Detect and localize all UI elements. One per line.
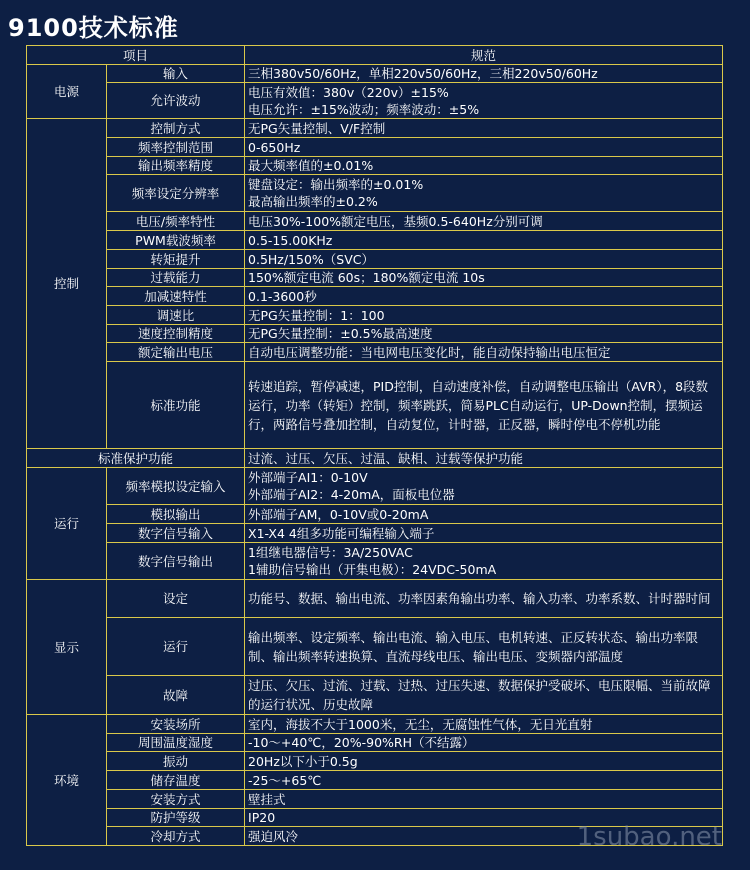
watermark: 1subao.net xyxy=(576,822,722,852)
table-row xyxy=(27,306,723,325)
item-value: IP20 xyxy=(245,809,723,827)
item-label: 输入 xyxy=(107,65,245,83)
item-label: 输出频率精度 xyxy=(107,157,245,175)
item-label: 标准功能 xyxy=(107,362,245,449)
item-value xyxy=(245,83,723,119)
page-title: 9100技术标准 xyxy=(8,14,179,42)
table-row xyxy=(27,618,723,676)
table-row xyxy=(27,734,723,752)
table-row xyxy=(27,157,723,175)
table-row xyxy=(27,676,723,715)
item-value xyxy=(245,580,723,618)
item-value: 0.5-15.00KHz xyxy=(245,231,723,250)
value-line: 电压允许：±15%波动；频率波动：±5% xyxy=(248,101,480,117)
item-label: 故障 xyxy=(107,676,245,715)
value-line: 最高输出频率的±0.2% xyxy=(248,194,378,209)
item-label: 加减速特性 xyxy=(107,287,245,306)
table-row xyxy=(27,715,723,734)
value-line: 1辅助信号输出（开集电极）：24VDC-50mA xyxy=(248,562,497,577)
item-label: 额定输出电压 xyxy=(107,343,245,362)
item-label: 过载能力 xyxy=(107,269,245,287)
value-line: 外部端子AI1：0-10V xyxy=(248,470,368,485)
item-value: X1-X4 4组多功能可编程输入端子 xyxy=(245,524,723,543)
item-label: 调速比 xyxy=(107,306,245,325)
table-row xyxy=(27,325,723,343)
table-row xyxy=(27,250,723,269)
item-value: 无PG矢量控制、V/F控制 xyxy=(245,119,723,138)
group-run: 运行 xyxy=(27,468,107,580)
item-label: 标准保护功能 xyxy=(27,449,245,468)
item-label: 频率设定分辨率 xyxy=(107,175,245,212)
item-label: PWM载波频率 xyxy=(107,231,245,250)
item-value: 三相380v50/60Hz，单相220v50/60Hz，三相220v50/60Hz xyxy=(245,65,723,83)
table-row xyxy=(27,468,723,505)
table-header-row xyxy=(27,46,723,65)
table-row xyxy=(27,138,723,157)
item-value: 过流、过压、欠压、过温、缺相、过载等保护功能 xyxy=(245,449,723,468)
item-value: 0.5Hz/150%（SVC） xyxy=(245,250,723,269)
item-value: 0.1-3600秒 xyxy=(245,287,723,306)
value-text: 转速追踪，暂停减速，PID控制，自动速度补偿，自动调整电压输出（AVR），8段数运行，功率（转矩）控制，频率跳跃，简易PLC自动运行，UP-Down控制，摆频运行，两路信号叠加控制，自动复位，计时器，正反器，瞬时停电不停机功能 xyxy=(248,378,709,432)
item-label: 周围温度湿度 xyxy=(107,734,245,752)
value-line: 键盘设定：输出频率的±0.01% xyxy=(248,177,424,192)
table-row xyxy=(27,505,723,524)
item-value xyxy=(245,362,723,449)
item-value: -10～+40℃，20%-90%RH（不结露） xyxy=(245,734,723,752)
value-text: 过压、欠压、过流、过载、过热、过压失速、数据保护受破坏、电压限幅、当前故障的运行状况、历史故障 xyxy=(248,678,711,712)
header-item: 项目 xyxy=(27,46,245,65)
item-value: -25～+65℃ xyxy=(245,771,723,790)
item-label: 冷却方式 xyxy=(107,827,245,846)
table-row xyxy=(27,449,723,468)
item-value: 无PG矢量控制：1：100 xyxy=(245,306,723,325)
group-power: 电源 xyxy=(27,65,107,119)
value-text: 输出频率、设定频率、输出电流、输入电压、电机转速、正反转状态、输出功率限制、输出频率转速换算、直流母线电压、输出电压、变频器内部温度 xyxy=(248,629,699,664)
item-value xyxy=(245,175,723,212)
item-value xyxy=(245,676,723,715)
item-value: 20Hz以下小于0.5g xyxy=(245,752,723,771)
item-value: 电压30%-100%额定电压，基频0.5-640Hz分别可调 xyxy=(245,212,723,231)
item-label: 模拟输出 xyxy=(107,505,245,524)
item-label: 数字信号输入 xyxy=(107,524,245,543)
table-row xyxy=(27,83,723,119)
table-row xyxy=(27,269,723,287)
item-label: 频率模拟设定输入 xyxy=(107,468,245,505)
item-value: 外部端子AM，0-10V或0-20mA xyxy=(245,505,723,524)
item-value: 室内，海拔不大于1000米，无尘，无腐蚀性气体，无日光直射 xyxy=(245,715,723,734)
item-value: 无PG矢量控制：±0.5%最高速度 xyxy=(245,325,723,343)
table-row xyxy=(27,524,723,543)
header-spec: 规范 xyxy=(245,46,723,65)
item-label: 振动 xyxy=(107,752,245,771)
value-line: 电压有效值：380v（220v）±15% xyxy=(248,84,449,100)
item-value xyxy=(245,468,723,505)
item-label: 设定 xyxy=(107,580,245,618)
value-line: 外部端子AI2：4-20mA，面板电位器 xyxy=(248,487,455,502)
table-row xyxy=(27,362,723,449)
item-label: 速度控制精度 xyxy=(107,325,245,343)
item-label: 储存温度 xyxy=(107,771,245,790)
item-label: 频率控制范围 xyxy=(107,138,245,157)
item-label: 允许波动 xyxy=(107,83,245,119)
item-value: 自动电压调整功能：当电网电压变化时，能自动保持输出电压恒定 xyxy=(245,343,723,362)
item-value: 壁挂式 xyxy=(245,790,723,809)
table-row xyxy=(27,119,723,138)
table-row xyxy=(27,175,723,212)
item-value: 0-650Hz xyxy=(245,138,723,157)
group-display: 显示 xyxy=(27,580,107,715)
table-row xyxy=(27,752,723,771)
item-label: 转矩提升 xyxy=(107,250,245,269)
group-control: 控制 xyxy=(27,119,107,449)
item-label: 数字信号输出 xyxy=(107,543,245,580)
value-text: 功能号、数据、输出电流、功率因素角输出功率、输入功率、功率系数、计时器时间 xyxy=(248,591,711,606)
item-label: 运行 xyxy=(107,618,245,676)
table-row xyxy=(27,771,723,790)
table-row xyxy=(27,790,723,809)
table-row xyxy=(27,231,723,250)
item-label: 安装场所 xyxy=(107,715,245,734)
item-label: 防护等级 xyxy=(107,809,245,827)
item-label: 安装方式 xyxy=(107,790,245,809)
table-row xyxy=(27,343,723,362)
item-value xyxy=(245,618,723,676)
item-value xyxy=(245,543,723,580)
group-env: 环境 xyxy=(27,715,107,846)
value-line: 1组继电器信号：3A/250VAC xyxy=(248,545,413,560)
item-label: 电压/频率特性 xyxy=(107,212,245,231)
item-value: 强迫风冷 xyxy=(245,827,723,846)
table-row xyxy=(27,543,723,580)
spec-table xyxy=(26,45,723,846)
table-row xyxy=(27,287,723,306)
item-value: 150%额定电流 60s；180%额定电流 10s xyxy=(245,269,723,287)
table-row xyxy=(27,580,723,618)
item-label: 控制方式 xyxy=(107,119,245,138)
item-value: 最大频率值的±0.01% xyxy=(245,157,723,175)
table-row xyxy=(27,65,723,83)
table-row xyxy=(27,212,723,231)
